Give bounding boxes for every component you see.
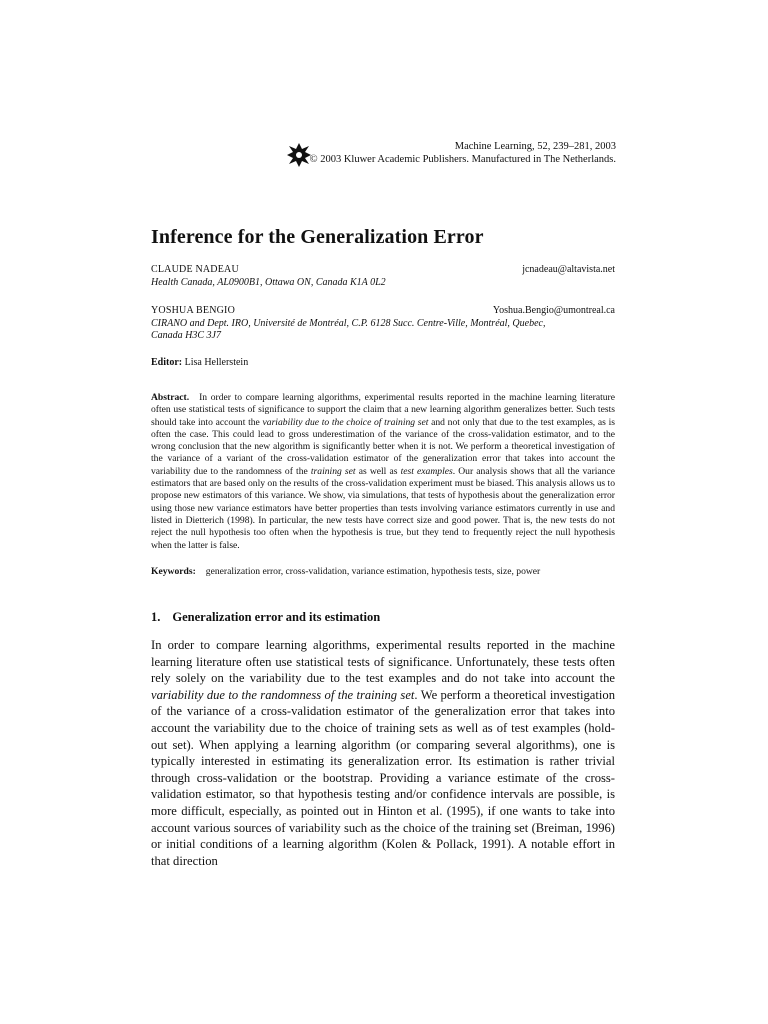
- section-number: 1.: [151, 610, 161, 624]
- editor-line: [151, 357, 248, 368]
- author-name: YOSHUA BENGIO: [151, 305, 235, 316]
- body-emphasis: variability due to the randomness of the training set: [151, 687, 415, 702]
- abstract-text: as well as: [355, 465, 401, 477]
- journal-citation: Machine Learning, 52, 239–281, 2003: [454, 141, 616, 152]
- abstract-label: Abstract.: [151, 392, 190, 403]
- author-name: CLAUDE NADEAU: [151, 264, 239, 275]
- keywords-label: Keywords:: [151, 566, 196, 577]
- section-title: Generalization error and its estimation: [172, 610, 381, 624]
- abstract: [151, 392, 615, 552]
- author-affiliation: Health Canada, AL0900B1, Ottawa ON, Canada K1A 0L2: [151, 276, 386, 288]
- author-nadeau: [151, 264, 615, 289]
- body-text: In order to compare learning algorithms, experimental results reported in the machine learning literature often use statistical tests of significance. Unfortunately, these tests often rely solely on the variability due to the test examples and do not take into account the: [151, 638, 615, 686]
- keywords-text: generalization error, cross-validation, variance estimation, hypothesis tests, size, power: [205, 566, 541, 577]
- editor-name: Lisa Hellerstein: [184, 357, 249, 368]
- author-affiliation-line2: Canada H3C 3J7: [151, 330, 221, 341]
- section-heading: [151, 610, 380, 625]
- abstract-text: and not only that due to the test examples, as is often the case. This could lead to gross underestimation of the variance of the cross-validation estimator, and to the wrong conclusion that the new algorithm is significantly better when it is not. We perform a theoretical investigation of the variance of a variant of the cross-validation estimator of the generalization error that takes into account the variability due to the randomness of the: [151, 416, 615, 477]
- abstract-emphasis: variability due to the choice of training set: [262, 416, 429, 428]
- abstract-emphasis: test examples: [400, 465, 453, 477]
- author-email[interactable]: jcnadeau@altavista.net: [522, 264, 615, 275]
- body-text: . We perform a theoretical investigation of the variance of a cross-validation estimator of the generalization error that takes into account the variability due to the choice of training sets as well as of test examples (hold-out set). When applying a learning algorithm (or comparing several algorithms), one is typically interested in estimating its generalization error. Its estimation is rather trivial through cross-validation or the bootstrap. Providing a variance estimate of the cross-validation estimator, so that hypothesis testing and/or confidence intervals are possible, is more difficult, especially, as pointed out in Hinton et al. (1995), if one wants to take into account various sources of variability such as the choice of the training set (Breiman, 1996) or initial conditions of a learning algorithm (Kolen & Pollack, 1991). A notable effort in that direction: [151, 687, 615, 868]
- author-bengio: [151, 305, 615, 343]
- publisher-logo-icon: [287, 142, 311, 168]
- section-body: [151, 637, 615, 869]
- abstract-text: . Our analysis shows that all the variance estimators that are based only on the results of the cross-validation experiment must be biased. This analysis allows us to propose new estimators of this variance. We show, via simulations, that tests of hypothesis about the generalization error using those new variance estimators have better properties than tests involving variance estimators currently in use and listed in Dietterich (1998). In particular, the new tests have correct size and good power. That is, the new tests do not reject the null hypothesis too often when the hypothesis is true, but they tend to frequently reject the null hypothesis when the latter is false.: [151, 465, 615, 551]
- abstract-emphasis: training set: [310, 465, 356, 477]
- author-affiliation-line1: CIRANO and Dept. IRO, Université de Montréal, C.P. 6128 Succ. Centre-Ville, Montréal, Quebec,: [151, 317, 546, 329]
- editor-label: Editor:: [151, 357, 183, 368]
- keywords: [151, 566, 615, 577]
- paper-title: Inference for the Generalization Error: [151, 226, 484, 248]
- author-email[interactable]: Yoshua.Bengio@umontreal.ca: [492, 305, 615, 316]
- journal-copyright: © 2003 Kluwer Academic Publishers. Manufactured in The Netherlands.: [309, 154, 616, 165]
- abstract-text: In order to compare learning algorithms, experimental results reported in the machine learning literature often use statistical tests of significance to support the claim that a new learning algorithm generalizes better. Such tests should take into account the: [151, 392, 615, 428]
